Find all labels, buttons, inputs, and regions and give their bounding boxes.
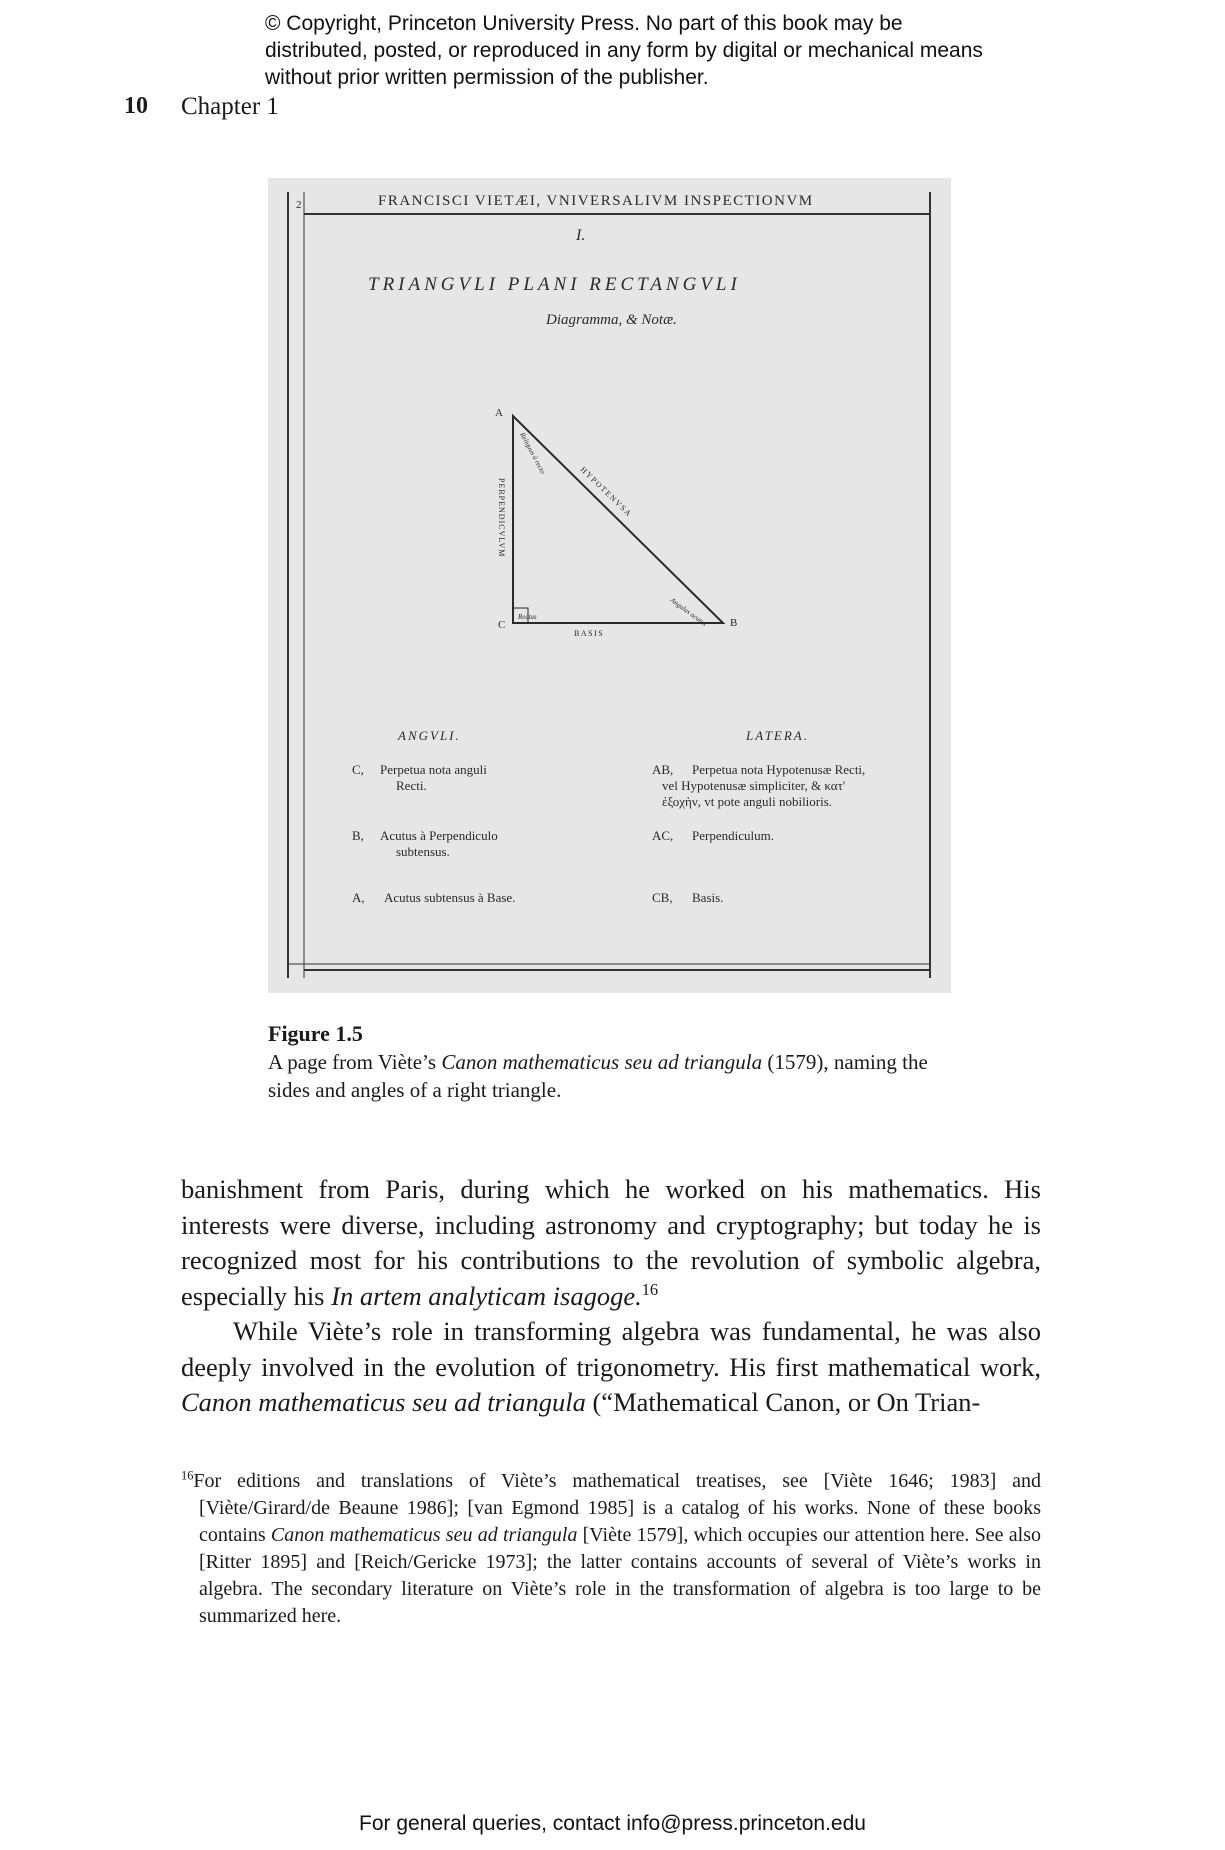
footnote — [181, 1468, 1041, 1630]
copyright-notice: © Copyright, Princeton University Press. No part of this book may be distributed, posted, or reproduced in any form by digital or mechanical means without prior written permission of the publisher. — [265, 12, 983, 89]
side-hypotenuse-label: HYPOTENVSA — [578, 464, 635, 519]
angle-b-line2: subtensus. — [396, 844, 450, 859]
paragraph-2 — [181, 1314, 1041, 1421]
angle-c-line1: Perpetua nota anguli — [380, 762, 487, 777]
angles-heading: ANGVLI. — [398, 728, 461, 743]
footnote-text-pre: For editions and translations of Viète’s mathematical treatises, see [Viète 1646; 1983] and [Viète/Girard/de Beaune 1986]; [van Egmond 1985] is a catalog of his works. None of these books contains — [193, 1470, 1041, 1546]
angle-c-key: C, — [352, 762, 364, 777]
footnote-marker: 16 — [181, 1468, 194, 1483]
caption-text-pre: A page from Viète’s — [268, 1050, 442, 1074]
side-ab-line2: vel Hypotenusæ simpliciter, & κατ' — [662, 778, 846, 793]
figure-label: Figure 1.5 — [268, 1021, 363, 1046]
plate-section: I. — [576, 227, 586, 244]
caption-text-post: (1579), naming the sides and angles of a right triangle. — [268, 1050, 928, 1102]
side-ab-line1: Perpetua nota Hypotenusæ Recti, — [692, 762, 866, 777]
footnote-text-post: [Viète 1579], which occupies our attention here. See also [Ritter 1895] and [Reich/Gericke 1973]; the latter contains accounts of several of Viète’s works in algebra. The secondary literature on Viète’s role in the transformation of algebra is too large to be summarized here. — [199, 1524, 1041, 1627]
body-text — [181, 1172, 1041, 1421]
right-triangle-diagram — [513, 416, 723, 623]
angle-b-label: Angulus acutus — [668, 596, 709, 628]
side-perpendicular-label: PERPENDICVLVM — [497, 478, 506, 558]
footer-contact: For general queries, contact info@press.princeton.edu — [359, 1812, 866, 1835]
figure-caption — [268, 1020, 968, 1104]
paragraph-1-text: banishment from Paris, during which he worked on his mathematics. His interests were diverse, including astronomy and cryptography; but today he is recognized most for his contributions to the revolution of symbolic algebra, especially his — [181, 1174, 1041, 1311]
side-basis-label: BASIS — [574, 629, 605, 638]
paragraph-2-tail: (“Mathematical Canon, or On Trian- — [585, 1387, 981, 1417]
figure-caption-text — [268, 1048, 968, 1104]
paragraph-1-title: In artem analyticam isagoge. — [331, 1280, 642, 1311]
footnote-reference: 16 — [641, 1279, 659, 1299]
plate-top-title: FRANCISCI VIETÆI, VNIVERSALIVM INSPECTIONVM — [378, 193, 814, 209]
vertex-a-label: A — [495, 407, 503, 419]
angle-c-label: Rectus — [518, 613, 537, 621]
angle-c-line2: Recti. — [396, 778, 427, 793]
side-ab-line3: ἐξοχὴν, vt pote anguli nobilioris. — [662, 794, 833, 809]
side-ab-key: AB, — [652, 762, 674, 777]
paragraph-1 — [181, 1172, 1041, 1314]
angle-a-label: Reliquus à recto — [518, 431, 547, 476]
side-cb-key: CB, — [652, 890, 673, 905]
vertex-c-label: C — [498, 619, 506, 631]
side-ac-key: AC, — [652, 828, 674, 843]
paragraph-2-title: Canon mathematicus seu ad triangula — [181, 1387, 586, 1417]
side-cb-line1: Basis. — [692, 890, 724, 905]
running-head: Chapter 1 — [181, 93, 279, 120]
figure-plate-image — [268, 178, 951, 993]
paragraph-2-text: While Viète’s role in transforming algebra was fundamental, he was also deeply involved in the evolution of trigonometry. His first mathematical work, — [181, 1316, 1041, 1382]
side-ac-line1: Perpendiculum. — [692, 828, 774, 843]
footnote-book-title: Canon mathematicus seu ad triangula — [270, 1524, 578, 1546]
plate-page-marker: 2 — [296, 199, 302, 211]
angle-b-line1: Acutus à Perpendiculo — [380, 828, 498, 843]
vertex-b-label: B — [730, 617, 738, 629]
plate-heading: TRIANGVLI PLANI RECTANGVLI — [368, 274, 741, 295]
plate-subheading: Diagramma, & Notæ. — [546, 312, 677, 328]
angle-b-key: B, — [352, 828, 364, 843]
page-number: 10 — [124, 93, 148, 119]
sides-heading: LATERA. — [746, 728, 809, 743]
caption-book-title: Canon mathematicus seu ad triangula — [441, 1050, 763, 1074]
angle-a-key: A, — [352, 890, 365, 905]
angle-a-line1: Acutus subtensus à Base. — [384, 890, 516, 905]
